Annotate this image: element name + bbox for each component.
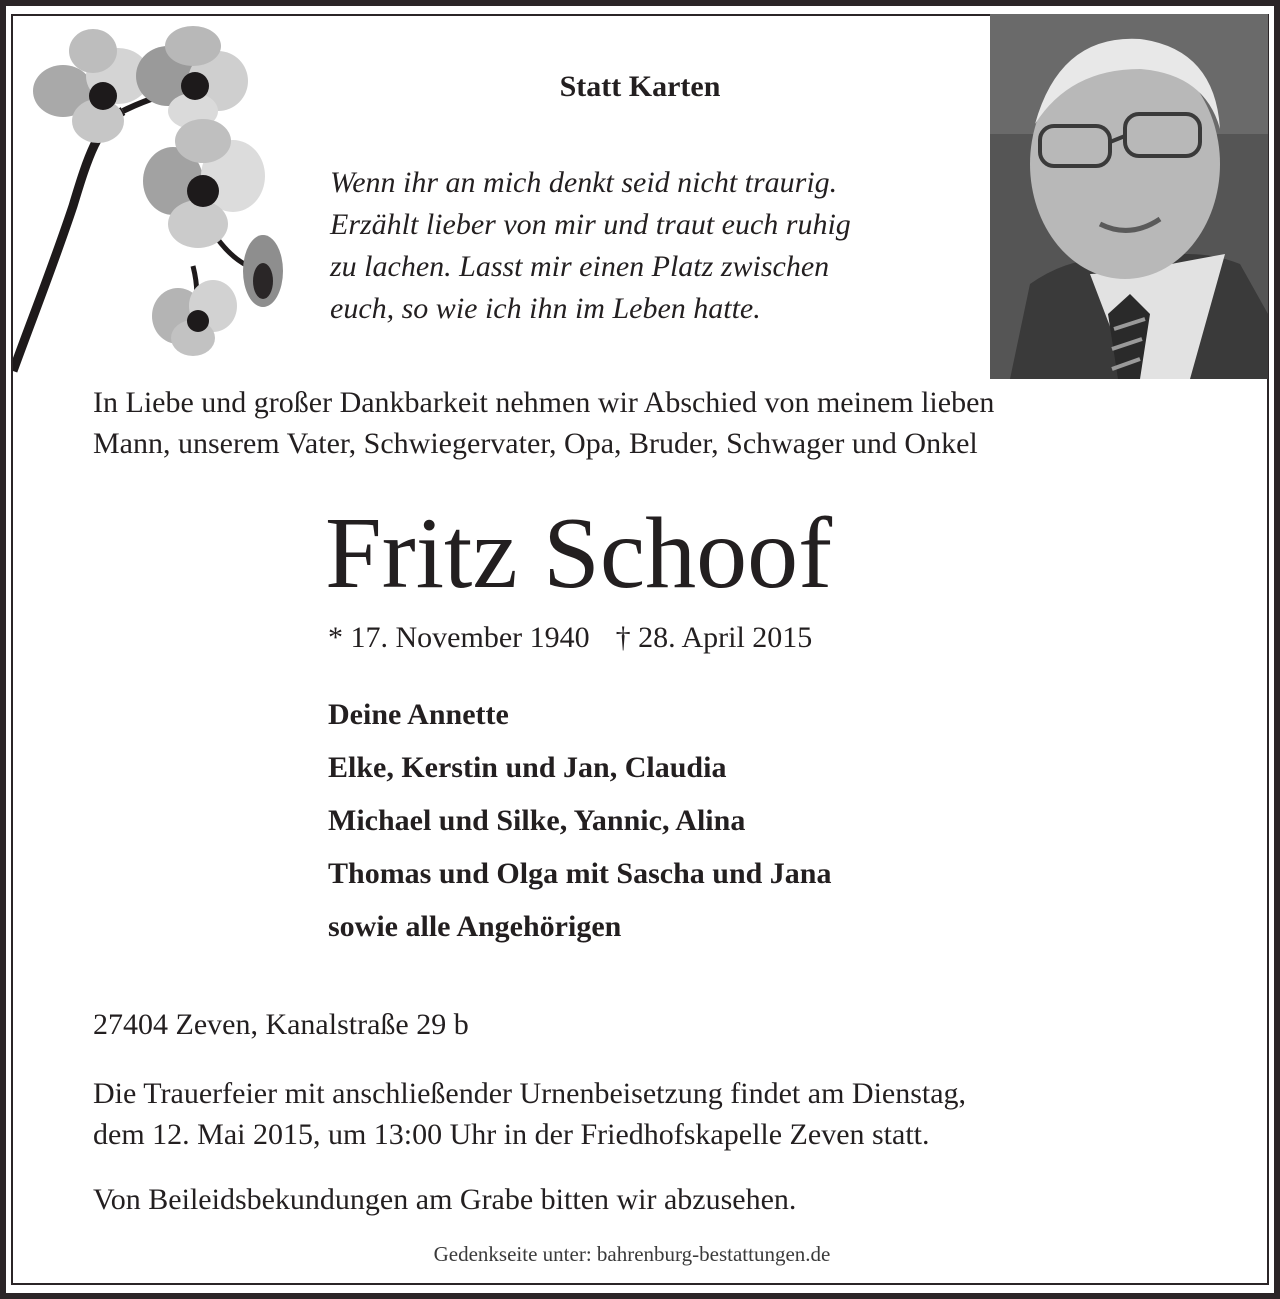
mourner-line: Thomas und Olga mit Sascha und Jana (328, 857, 832, 890)
orchid-icon (13, 16, 288, 376)
statt-karten-heading: Statt Karten (559, 70, 721, 103)
memorial-page-link[interactable]: Gedenkseite unter: bahrenburg-bestattungen.de (433, 1242, 831, 1266)
intro-line: Mann, unserem Vater, Schwiegervater, Opa, Bruder, Schwager und Onkel (93, 427, 978, 460)
service-info (93, 1073, 1213, 1155)
poem (330, 162, 980, 330)
poem-line: euch, so wie ich ihn im Leben hatte. (330, 292, 761, 325)
poem-line: Wenn ihr an mich denkt seid nicht traurig. (330, 166, 838, 199)
mourner-line: Elke, Kerstin und Jan, Claudia (328, 751, 727, 784)
intro-line: In Liebe und großer Dankbarkeit nehmen wir Abschied von meinem lieben (93, 386, 995, 419)
mourner-line: sowie alle Angehörigen (328, 910, 622, 943)
mourner-line: Michael und Silke, Yannic, Alina (328, 804, 746, 837)
deceased-name: Fritz Schoof (325, 497, 833, 610)
intro-text (93, 382, 1213, 464)
poem-line: zu lachen. Lasst mir einen Platz zwischen (330, 250, 830, 283)
address: 27404 Zeven, Kanalstraße 29 b (93, 1008, 469, 1041)
condolence-note: Von Beileidsbekundungen am Grabe bitten wir abzusehen. (93, 1183, 797, 1216)
portrait-photo (990, 14, 1268, 379)
service-line: dem 12. Mai 2015, um 13:00 Uhr in der Friedhofskapelle Zeven statt. (93, 1118, 930, 1151)
mourners-list (328, 693, 832, 958)
poem-line: Erzählt lieber von mir und traut euch ruhig (330, 208, 851, 241)
service-line: Die Trauerfeier mit anschließender Urnenbeisetzung findet am Dienstag, (93, 1077, 967, 1110)
mourner-line: Deine Annette (328, 698, 509, 731)
death-date: † 28. April 2015 (615, 621, 813, 654)
birth-date: * 17. November 1940 (328, 621, 590, 654)
life-dates (328, 618, 812, 658)
